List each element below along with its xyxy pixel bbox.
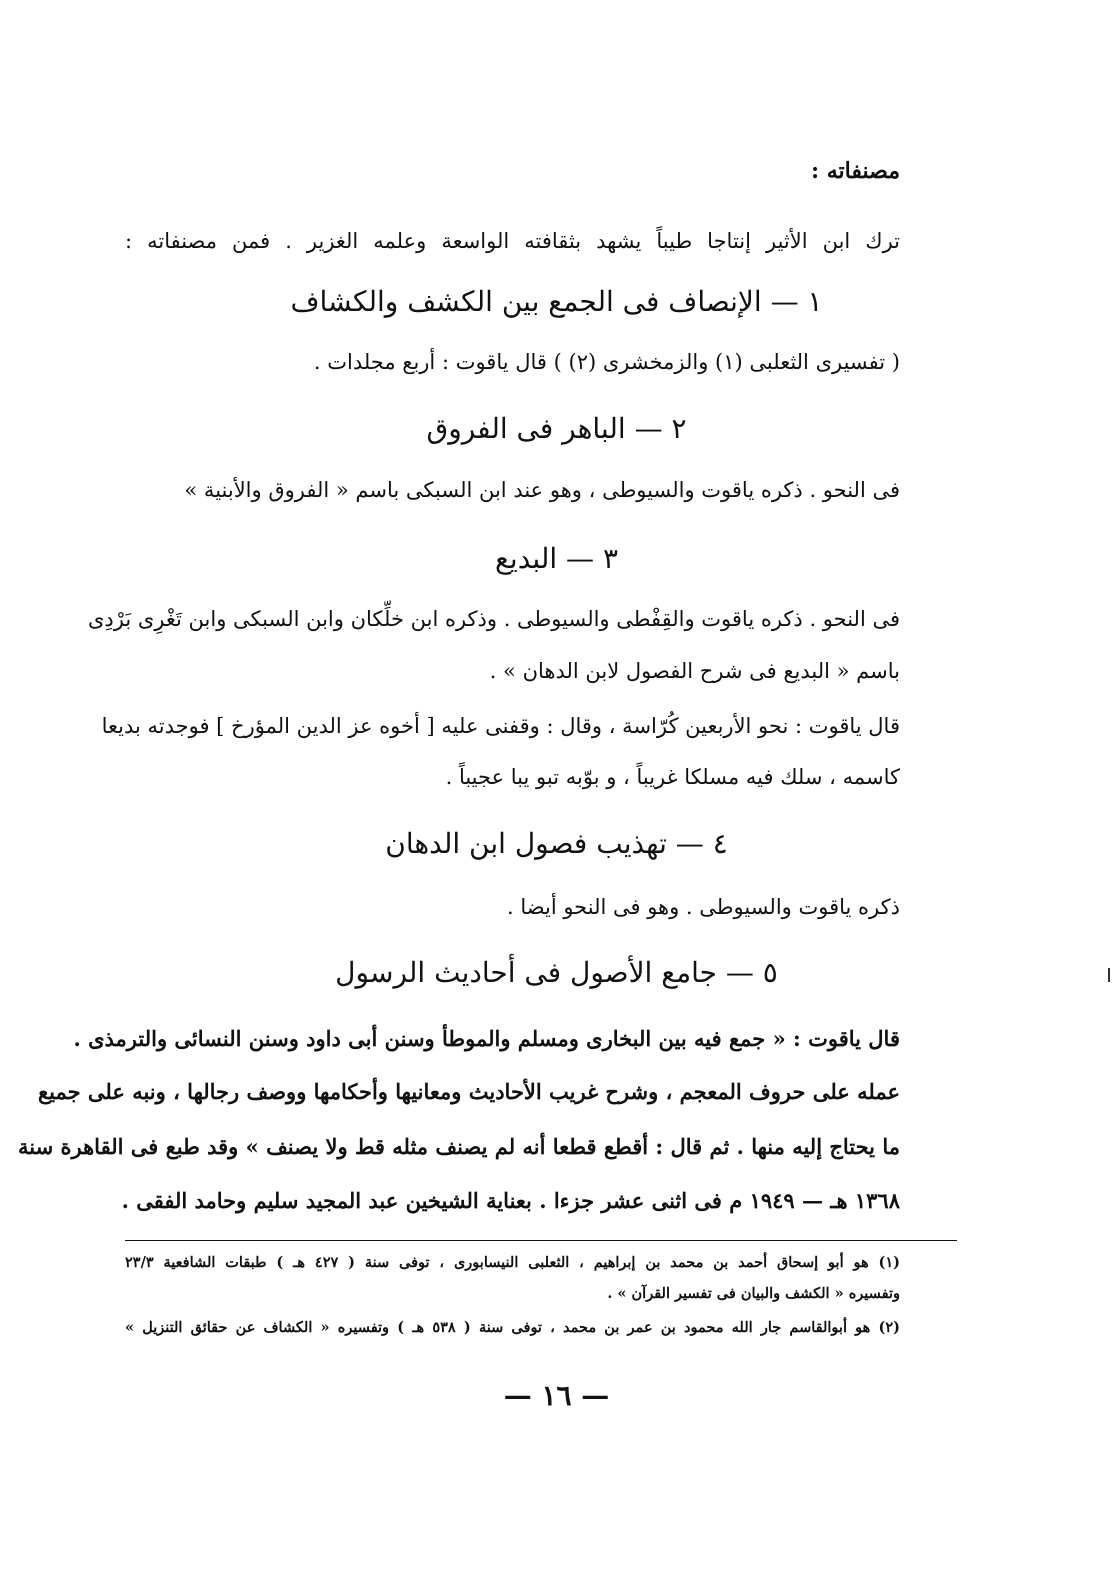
work-3-line-1: فى النحو . ذكره ياقوت والقِفْطى والسيوطى . وذكره ابن خلِّكان وابن السبكى وابن تَغْرِى بَرْدِى — [87, 607, 900, 631]
work-3-line-2: باسم « البديع فى شرح الفصول لابن الدهان » . — [489, 659, 900, 683]
work-3-line-3: قال ياقوت : نحو الأربعين كُرّاسة ، وقال : وقفنى عليه [ أخوه عز الدين المؤرخ ] فوجدته بديعا — [101, 714, 900, 738]
footnote-1-continued: وتفسيره « الكشف والبيان فى تفسير القرآن » . — [607, 1285, 900, 1302]
footnote-2: (٢) هو أبوالقاسم جار الله محمود بن عمر بن محمد ، توفى سنة ( ٥٣٨ هـ ) وتفسيره « الكشاف عن حقائق التنزيل » — [125, 1319, 900, 1336]
work-5-line-2: عمله على حروف المعجم ، وشرح غريب الأحاديث ومعانيها وأحكامها ووصف رجالها ، ونبه على جميع — [37, 1079, 900, 1104]
work-3-line-4: كاسمه ، سلك فيه مسلكا غريباً ، و بوّبه تبو يبا عجيباً . — [445, 765, 900, 789]
footnote-1: (١) هو أبو إسحاق أحمد بن محمد بن إبراهيم ، الثعلبى النيسابورى ، توفى سنة ( ٤٢٧ هـ ) طبقات الشافعية ٢٣/٣ — [125, 1254, 900, 1271]
work-5-line-4: ١٣٦٨ هـ — ١٩٤٩ م فى اثنى عشر جزءا . بعناية الشيخين عبد المجيد سليم وحامد الفقى . — [121, 1188, 900, 1213]
work-heading-4: ٤ — تهذيب فصول ابن الدهان — [385, 827, 728, 860]
work-heading-5: ٥ — جامع الأصول فى أحاديث الرسول — [335, 956, 778, 989]
scan-edge-mark — [1108, 968, 1110, 982]
work-heading-2: ٢ — الباهر فى الفروق — [426, 412, 687, 445]
section-label: مصنفاته : — [810, 158, 900, 184]
work-5-line-3: ما يحتاج إليه منها . ثم قال : أقطع قطعا أنه لم يصنف مثله قط ولا يصنف » وقد طبع فى القاهرة سنة — [18, 1134, 900, 1159]
work-4-line-1: ذكره ياقوت والسيوطى . وهو فى النحو أيضا . — [507, 895, 900, 919]
work-5-line-1: قال ياقوت : « جمع فيه بين البخارى ومسلم والموطأ وسنن أبى داود وسنن النسائى والترمذى . — [73, 1026, 900, 1051]
work-heading-3: ٣ — البديع — [495, 542, 618, 575]
work-heading-1: ١ — الإنصاف فى الجمع بين الكشف والكشاف — [290, 285, 823, 318]
intro-paragraph: ترك ابن الأثير إنتاجا طيباً يشهد بثقافته الواسعة وعلمه الغزير . فمن مصنفاته : — [125, 229, 900, 253]
footnote-divider — [125, 1240, 957, 1241]
work-2-line-1: فى النحو . ذكره ياقوت والسيوطى ، وهو عند ابن السبكى باسم « الفروق والأبنية » — [184, 478, 900, 502]
page-number: — ١٦ — — [503, 1379, 610, 1412]
work-1-line-1: ( تفسيرى الثعلبى (١) والزمخشرى (٢) ) قال ياقوت : أربع مجلدات . — [313, 350, 900, 374]
